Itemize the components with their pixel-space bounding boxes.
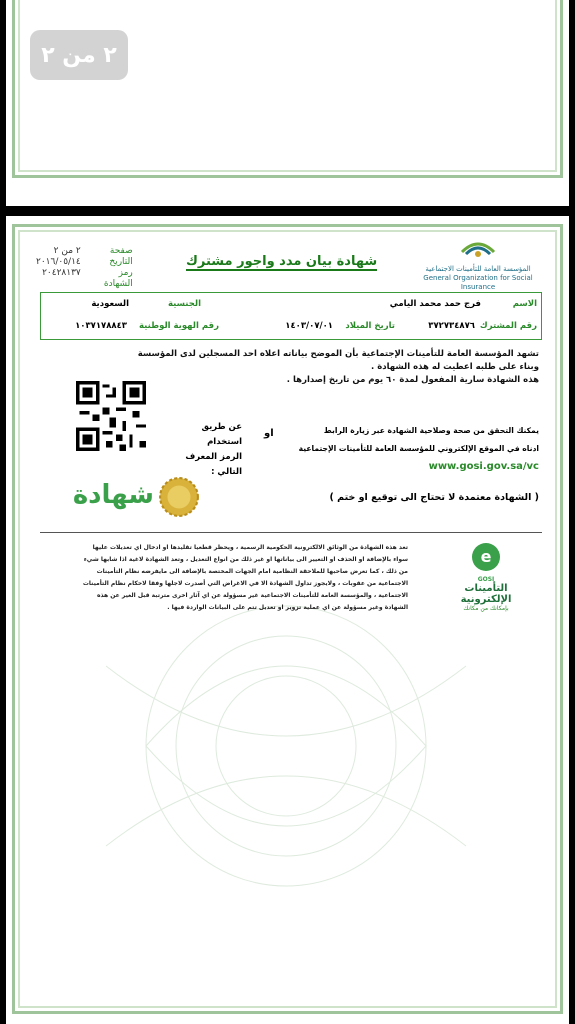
nationality-value: السعودية [91,299,129,309]
date-value: ٢٠١٦/٠٥/١٤ [36,257,81,267]
verify-link[interactable]: www.gosi.gov.sa/vc [428,461,539,472]
dob-label: تاريخ الميلاد [345,321,395,331]
page-border [12,0,563,178]
id-label: رقم الهوية الوطنية [139,321,219,331]
egosi-title: التأمينات الإلكترونية [460,583,512,605]
body-line-1: تشهد المؤسسة العامة للتأمينات الإجتماعية بأن الموضح بياناته اعلاه احد المسجلين لدى المؤسسة [137,349,539,359]
page-indicator-badge: ٢ من ٢ [30,30,128,80]
name-label: الاسم [512,299,537,309]
cert-no-value: ٢٠٤٢٨١٣٧ [42,268,81,278]
date-label: التاريخ [109,257,133,267]
gosi-logo [413,238,543,292]
body-line-3: هذه الشهادة سارية المفعول لمدة ٦٠ يوم من تاريخ إصدارها . [286,375,539,385]
egosi-tagline: بإمكانك من مكانك [463,605,509,612]
page-value: ٢ من ٢ [53,246,81,256]
certificate-page [6,216,569,1024]
approval-notice: ( الشهادة معتمدة لا تحتاج الى توقيع او ختم ) [329,492,539,503]
certificate-meta [36,246,133,290]
via-text-2: الرمز المعرف التالي : [185,452,242,477]
egosi-badge: GOSI [477,576,495,583]
verify-by-code [166,420,242,480]
gold-seal-icon [158,476,200,518]
divider [40,532,542,533]
gosi-logo-icon [460,238,496,260]
svg-text:e: e [480,547,492,566]
shahada-logo [50,476,200,518]
subscriber-info-box [40,292,542,340]
previous-page [6,0,569,206]
or-text: او [264,428,274,439]
qr-code[interactable] [76,381,146,451]
name-value: فرج حمد محمد اليامي [389,299,481,309]
body-line-2: وبناء على طلبه اعطيت له هذه الشهادة . [371,362,539,372]
verify-by-website [279,422,539,476]
egosi-icon [471,542,501,572]
sub-no-label: رقم المشترك [479,321,537,331]
org-name-en: General Organization for Social Insurance [423,274,533,291]
nationality-label: الجنسية [168,299,201,309]
cert-no-label: رمز الشهادة [103,268,133,289]
sub-no-value: ٣٧٢٧٣٤٨٧٦ [428,321,475,331]
legal-disclaimer: تعد هذه الشهادة من الوثائق الالكترونية الحكومية الرسمية ، ويحظر قطعيا تقليدها او ادخال اي تعديلات عليها سواء بالإضافة او الحذف او التغيير الى بياناتها او غير ذلك من انواع التعديل ، وتعد الشهادة لاغية اذا شابها شيء من ذلك ، كما تعرض صاحبها للملاحقة النظامية امام الجهات المختصة بالإضافة الى مايفرضه نظام التأمينات الاجتماعية من عقوبات ، ولايجوز تداول الشهادة الا في الاغراض التي أصدرت لاجلها وفقا لاحكام نظام التأمينات الاجتماعية ، والمؤسسة العامة للتأمينات الاجتماعية غير مسؤولة عن اي آثار اخرى مترتبة قبل الغير عن هذه الشهادة وغير مسؤولة عن اي عملية تزوير او تعديل تتم على البيانات الواردة فيها . [82,544,408,611]
egosi-logo [441,542,531,612]
verify-text-1: يمكنك التحقق من صحة وصلاحية الشهادة عبر زيارة الرابط [323,426,539,435]
dob-value: ١٤٠٣/٠٧/٠١ [285,321,333,331]
via-text-1: عن طريق استخدام [201,422,242,447]
org-name-ar: المؤسسة العامة للتأمينات الاجتماعية [425,265,531,273]
certificate-title: شهادة بيان مدد واجور مشترك [186,254,378,269]
verify-text-2: ادناه في الموقع الإلكتروني للمؤسسة العامة للتأمينات الإجتماعية [298,444,539,453]
id-value: ١٠٣٧١٧٨٨٤٣ [75,321,127,331]
page-label: صفحة [109,246,133,256]
shahada-wordmark: شهادة [72,480,154,510]
